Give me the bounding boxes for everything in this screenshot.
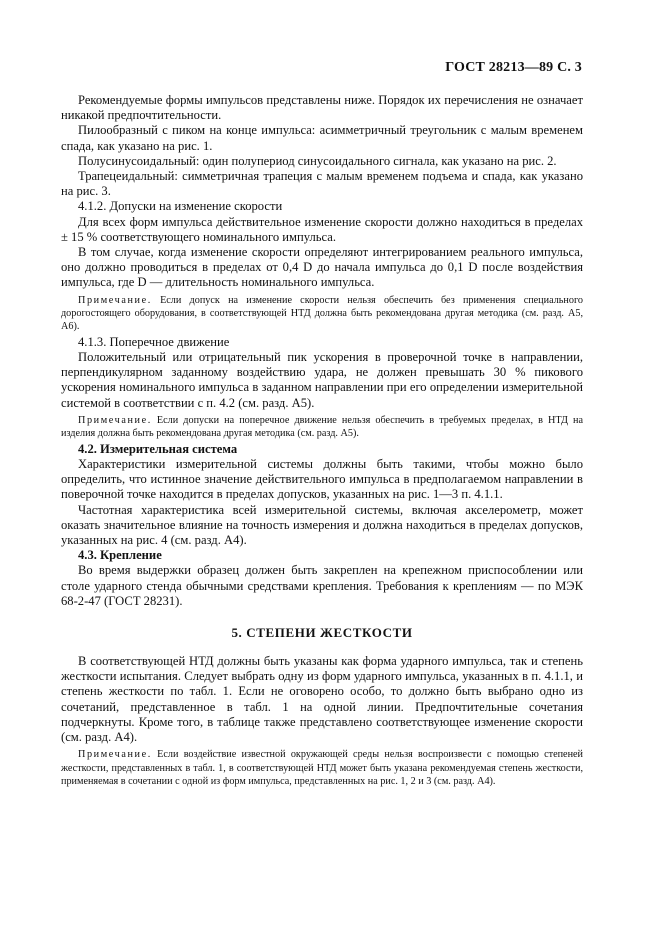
paragraph-velocity-integration: В том случае, когда изменение скорости определяют интегрированием реального импульса, оно должно проводиться в пределах от 0,4 D до начала импульса до 0,1 D после воздействия импульса, где D — длительность номинального импульса. <box>61 245 583 290</box>
paragraph-halfsine: Полусинусоидальный: один полупериод синусоидального сигнала, как указано на рис. 2. <box>78 153 557 168</box>
note-text: Если допуск на изменение скорости нельзя обеспечить без применения специального дорогостоящего оборудования, в соответствующей НТД должна быть рекомендована другая методика (см. разд. А5, А6). <box>61 294 583 333</box>
paragraph-measurement-system: Характеристики измерительной системы должны быть такими, чтобы можно было определить, что истинное значение действительного импульса в предполагаемом направлении в поверочной точке находится в пределах допусков, указанных на рис. 1—3 п. 4.1.1. <box>61 456 583 502</box>
paragraph-intro: Рекомендуемые формы импульсов представлены ниже. Порядок их перечисления не означает никакой предпочтительности. <box>61 93 583 123</box>
heading-4-1-3: 4.1.3. Поперечное движение <box>78 334 230 349</box>
page-header: ГОСТ 28213—89 С. 3 <box>445 60 582 75</box>
paragraph-severity: В соответствующей НТД должны быть указаны как форма ударного импульса, так и степень жесткости испытания. Следует выбрать одну из форм ударного импульса, указанных в п. 4.1.1, и степень жесткости по табл. 1. Если не оговорено особо, то должно быть выбрано одно из сочетаний, представленное в табл. 1 на одной линии. Предпочтительные сочетания подчеркнуты. Кроме того, в таблице также представлено соответствующее изменение скорости (см. разд. А4). <box>61 653 583 744</box>
section-5-title: 5. СТЕПЕНИ ЖЕСТКОСТИ <box>231 624 413 640</box>
paragraph-sawtooth: Пилообразный с пиком на конце импульса: асимметричный треугольник с малым временем спада, как указано на рис. 1. <box>61 123 583 153</box>
paragraph-frequency-response: Частотная характеристика всей измерительной системы, включая акселерометр, может оказать значительное влияние на точность измерения и должна находиться в пределах допусков, указанных на рис. 4 (см. разд. А4). <box>61 502 583 547</box>
paragraph-mounting: Во время выдержки образец должен быть закреплен на крепежном приспособлении или столе ударного стенда обычными средствами крепления. Требования к креплениям — по МЭК 68-2-47 (ГОСТ 28231). <box>61 563 583 608</box>
note-text: Если допуски на поперечное движение нельзя обеспечить в требуемых пределах, в НТД на изделия должна быть рекомендована другая методика (см. разд. А5). <box>61 414 583 440</box>
note-text: Если воздействие известной окружающей среды нельзя воспроизвести с помощью степеней жесткости, представленных в табл. 1, в соответствующей НТД может быть указана рекомендуемая степень жесткости, применяемая в сочетании с одной из форм импульса, представленных на рис. 1, 2 и 3 (см. разд. А4). <box>61 749 583 787</box>
note-label: Примечание. <box>78 749 152 761</box>
heading-4-1-2: 4.1.2. Допуски на изменение скорости <box>78 199 283 214</box>
paragraph-trapezoid: Трапецеидальный: симметричная трапеция с малым временем подъема и спада, как указано на рис. 3. <box>61 169 583 199</box>
note-velocity <box>61 294 583 334</box>
heading-4-3: 4.3. Крепление <box>78 548 162 563</box>
heading-4-2: 4.2. Измерительная система <box>78 441 238 456</box>
note-severity <box>61 748 583 788</box>
paragraph-transverse-motion: Положительный или отрицательный пик ускорения в проверочной точке в направлении, перпендикулярном заданному воздействию удара, не должен превышать 30 % пикового ускорения номинального импульса в заданном направлении при его определении измерительной системой в соответствии с п. 4.2 (см. разд. А5). <box>61 350 583 410</box>
note-label: Примечание. <box>78 414 152 426</box>
note-label: Примечание. <box>78 294 152 306</box>
page-body <box>61 93 583 789</box>
paragraph-velocity-tolerance: Для всех форм импульса действительное изменение скорости должно находиться в пределах ± 15 % соответствующего номинального импульса. <box>61 214 583 244</box>
note-transverse <box>61 414 583 441</box>
